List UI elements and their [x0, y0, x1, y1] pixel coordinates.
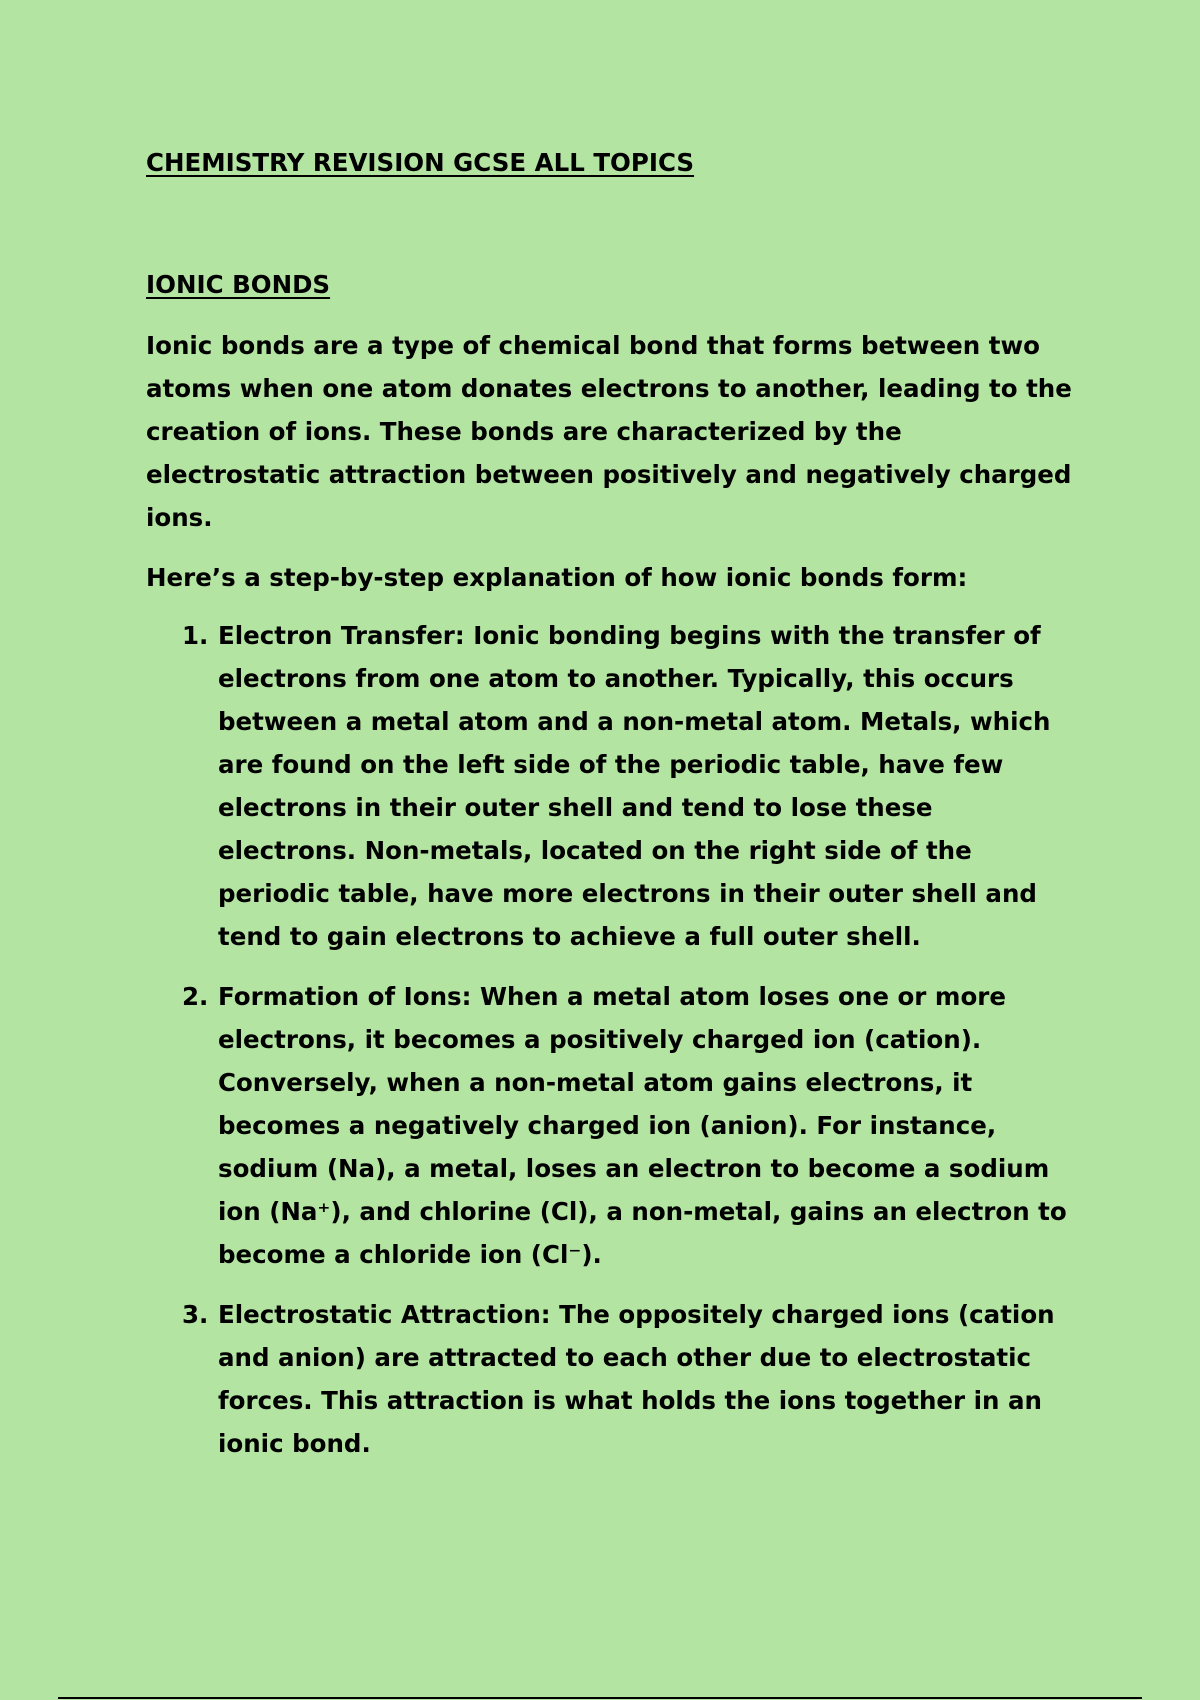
list-item: [146, 614, 1076, 958]
step-text: Electron Transfer: Ionic bonding begins with the transfer of electrons from one atom to another. Typically, this occurs between a metal atom and a non-metal atom. Metals, which are found on the left side of the periodic table, have few electrons in their outer shell and tend to lose these electrons. Non-metals, located on the right side of the periodic table, have more electrons in their outer shell and tend to gain electrons to achieve a full outer shell.: [218, 621, 1051, 951]
section-heading-ionic-bonds: IONIC BONDS: [146, 270, 331, 299]
document-page: [146, 146, 1076, 1458]
list-item: [146, 1293, 1076, 1465]
steps-list: [146, 614, 1076, 1482]
bottom-divider: [58, 1697, 1142, 1699]
step-number: 1.: [182, 621, 209, 650]
steps-intro: Here’s a step-by-step explanation of how ionic bonds form:: [146, 563, 968, 592]
step-text: Electrostatic Attraction: The oppositely charged ions (cation and anion) are attracted to each other due to electrostatic forces. This attraction is what holds the ions together in an ionic bond.: [218, 1300, 1055, 1458]
step-number: 2.: [182, 982, 209, 1011]
list-item: [146, 975, 1076, 1276]
intro-paragraph: Ionic bonds are a type of chemical bond that forms between two atoms when one atom donates electrons to another, leading to the creation of ions. These bonds are characterized by the electrostatic attraction between positively and negatively charged ions.: [146, 331, 1072, 532]
step-text: Formation of Ions: When a metal atom loses one or more electrons, it becomes a positively charged ion (cation). Conversely, when a non-metal atom gains electrons, it becomes a negatively charged ion (anion). For instance, sodium (Na), a metal, loses an electron to become a sodium ion (Na⁺), and chlorine (Cl), a non-metal, gains an electron to become a chloride ion (Cl⁻).: [218, 982, 1067, 1269]
step-number: 3.: [182, 1300, 209, 1329]
document-title: CHEMISTRY REVISION GCSE ALL TOPICS: [146, 148, 695, 177]
